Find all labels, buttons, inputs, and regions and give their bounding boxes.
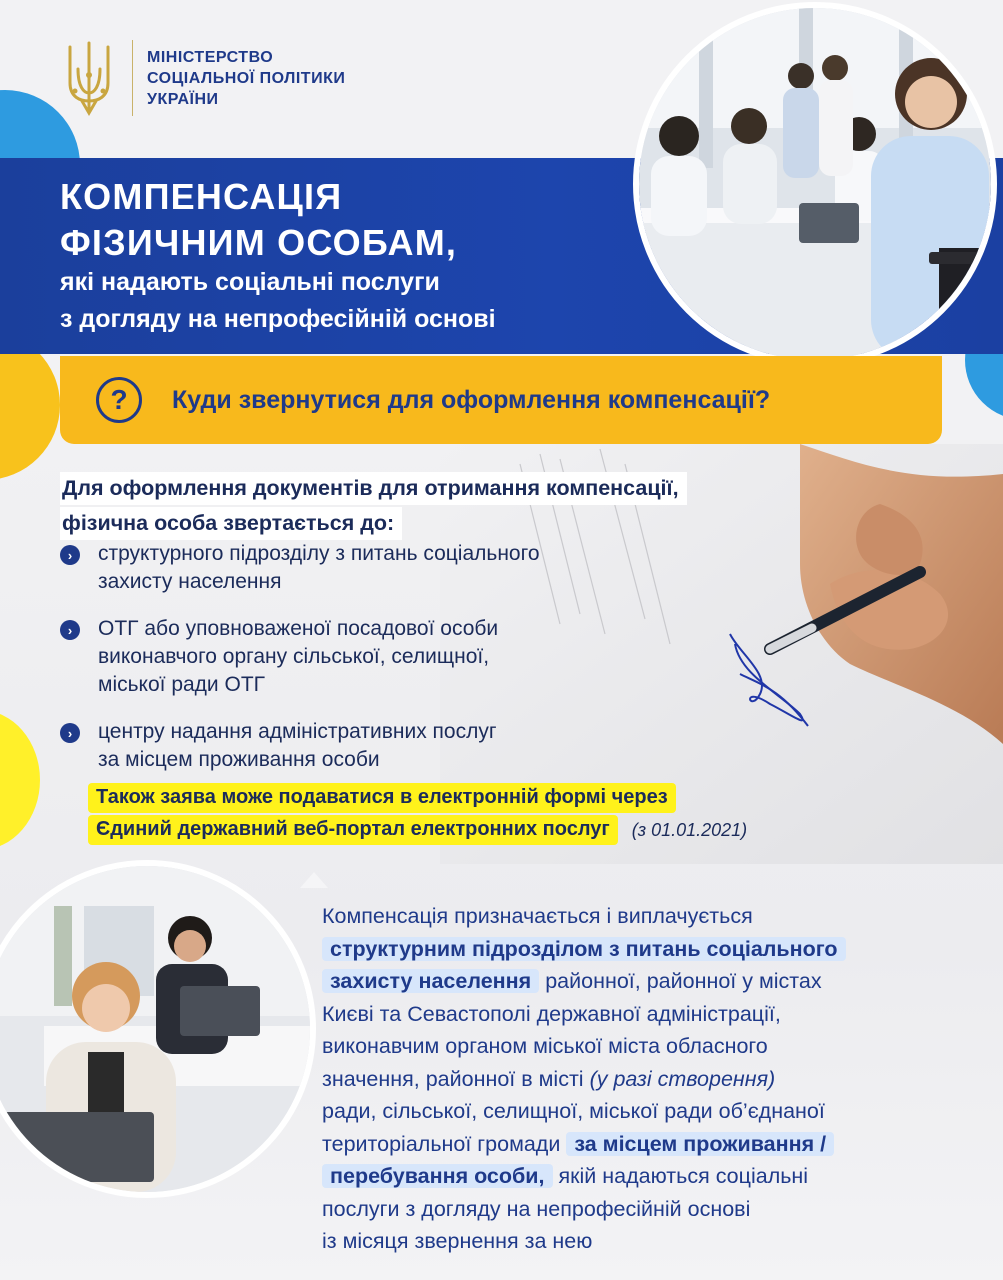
chevron-right-icon: › bbox=[60, 620, 80, 640]
para-highlight: перебування особи, bbox=[322, 1164, 553, 1188]
list-item bbox=[60, 718, 680, 774]
intro-text bbox=[60, 472, 687, 542]
para-highlight: структурним підрозділом з питань соціального bbox=[322, 937, 846, 961]
para-line: територіальної громади bbox=[322, 1131, 561, 1156]
list-item-line: за місцем проживання особи bbox=[98, 748, 380, 771]
para-highlight: захисту населення bbox=[322, 969, 539, 993]
list-item bbox=[60, 540, 680, 596]
ministry-name bbox=[147, 47, 345, 110]
contact-options-list bbox=[60, 540, 680, 793]
intro-line1: Для оформлення документів для отримання компенсації, bbox=[60, 472, 687, 505]
ministry-name-line1: МІНІСТЕРСТВО bbox=[147, 48, 274, 66]
list-item-line: захисту населення bbox=[98, 570, 282, 593]
ministry-logo bbox=[60, 38, 345, 118]
list-item-line: ОТГ або уповноваженої посадової особи bbox=[98, 617, 499, 640]
question-icon: ? bbox=[96, 377, 142, 423]
list-item-text bbox=[98, 615, 498, 699]
para-line: якій надаються соціальні bbox=[558, 1164, 809, 1188]
para-line: виконавчим органом міської міста обласного bbox=[322, 1034, 768, 1058]
list-item-line: виконавчого органу сільської, селищної, bbox=[98, 645, 490, 668]
para-line: районної, районної у містах bbox=[545, 969, 822, 993]
ministry-name-line2: СОЦІАЛЬНОЇ ПОЛІТИКИ bbox=[147, 69, 346, 87]
chevron-right-icon: › bbox=[60, 545, 80, 565]
logo-divider bbox=[132, 40, 133, 116]
list-item-line: структурного підрозділу з питань соціального bbox=[98, 542, 540, 565]
intro-line2: фізична особа звертається до: bbox=[60, 507, 402, 540]
electronic-application-note bbox=[88, 783, 747, 847]
para-line: послуги з догляду на непрофесійній основі bbox=[322, 1196, 751, 1221]
speech-pointer bbox=[300, 872, 328, 888]
para-line: Компенсація призначається і виплачується bbox=[322, 904, 753, 928]
list-item-text bbox=[98, 540, 540, 596]
para-line: значення, районної в місті bbox=[322, 1066, 584, 1091]
page-subtitle-line1: які надають соціальні послуги bbox=[60, 268, 440, 296]
ministry-name-line3: УКРАЇНИ bbox=[147, 90, 219, 108]
page-title-line1: КОМПЕНСАЦІЯ bbox=[60, 176, 343, 217]
list-item-text bbox=[98, 718, 497, 774]
page-subtitle-line2: з догляду на непрофесійній основі bbox=[60, 305, 496, 333]
trident-icon bbox=[60, 38, 118, 118]
page-title-line2: ФІЗИЧНИМ ОСОБАМ, bbox=[60, 222, 458, 263]
para-italic: (у разі створення) bbox=[589, 1066, 776, 1091]
para-highlight: за місцем проживання / bbox=[566, 1132, 834, 1156]
list-item-line: центру надання адміністративних послуг bbox=[98, 720, 497, 743]
chevron-right-icon: › bbox=[60, 723, 80, 743]
list-item-line: міської ради ОТГ bbox=[98, 673, 266, 696]
compensation-paragraph bbox=[322, 900, 992, 1258]
note-line1: Також заява може подаватися в електронній формі через bbox=[88, 783, 676, 813]
question-banner bbox=[60, 356, 942, 444]
note-line2: Єдиний державний веб-портал електронних послуг bbox=[88, 815, 618, 845]
list-item bbox=[60, 615, 680, 699]
note-date: (з 01.01.2021) bbox=[631, 819, 748, 840]
para-line: із місяця звернення за нею bbox=[322, 1229, 593, 1253]
para-line: ради, сільської, селищної, міської ради об’єднаної bbox=[322, 1099, 825, 1123]
office-team-photo bbox=[633, 2, 997, 366]
para-line: Києві та Севастополі державної адміністрації, bbox=[322, 1001, 781, 1026]
question-text: Куди звернутися для оформлення компенсації? bbox=[172, 385, 771, 414]
